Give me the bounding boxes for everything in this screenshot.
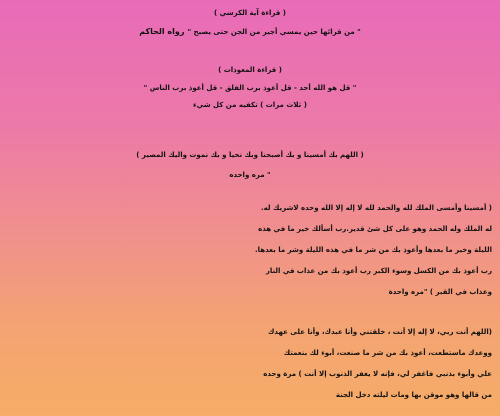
kursi-text: " من قرائها حين يمسي أجير من الجن حتى يصبح " [187,28,361,36]
muawwidhat-title: ( قراءة المعوذات ) [218,66,282,74]
amsayna-line: الليلة وخير ما بعدها وأعوذ بك من شر ما في هذه الليلة وشر ما بعدها. [255,246,492,254]
amsayna-line: وعذاب في القبر ) "مره واحدة [388,288,492,296]
allahumma-bika-count: " مره واحده [229,171,271,179]
istighfar-line: ووعدك ماستطعت، أعوذ بك من شر ما صنعت، أبوء لك بنعمتك [283,349,492,357]
istighfar-line: علي وأبوء بذنبي فاغفر لي، فإنه لا يغفر الذنوب إلا أنت ) مرة وحده [263,370,492,378]
muawwidhat-note: ( ثلاث مرات ) تكفيه من كل شيء [193,101,307,109]
muawwidhat-text: " قل هو الله أحد - قل أعوذ برب الفلق - قل أعوذ برب الناس " [143,84,357,92]
allahumma-bika-text: ( اللهم بك أمسينا و بك أصبحنا وبك نحيا و بك نموت واليك المصير ) [136,151,364,159]
kursi-narration: رواه الحاكم [139,27,185,36]
istighfar-line: من قالها وهو موقن بها ومات ليلته دخل الجنة [335,391,492,399]
amsayna-line: له الملك وله الحمد وهو على كل شئ قدير.رب أسألك خير ما في هذه [258,225,492,233]
istighfar-line: (اللهم أنت ربي، لا إله إلا أنت ، خلقتني وأنا عبدك، وأنا على عهدك [268,328,492,336]
amsayna-line: ( أمسينا وأمسى الملك لله والحمد لله لا إله إلا الله وحده لاشريك له. [260,204,492,212]
kursi-title: ( قراءة آية الكرسي ) [214,9,286,17]
kursi-text-row [0,24,500,40]
amsayna-line: رب أعوذ بك من الكسل وسوء الكبر رب أعوذ بك من عذاب في النار [265,267,492,275]
